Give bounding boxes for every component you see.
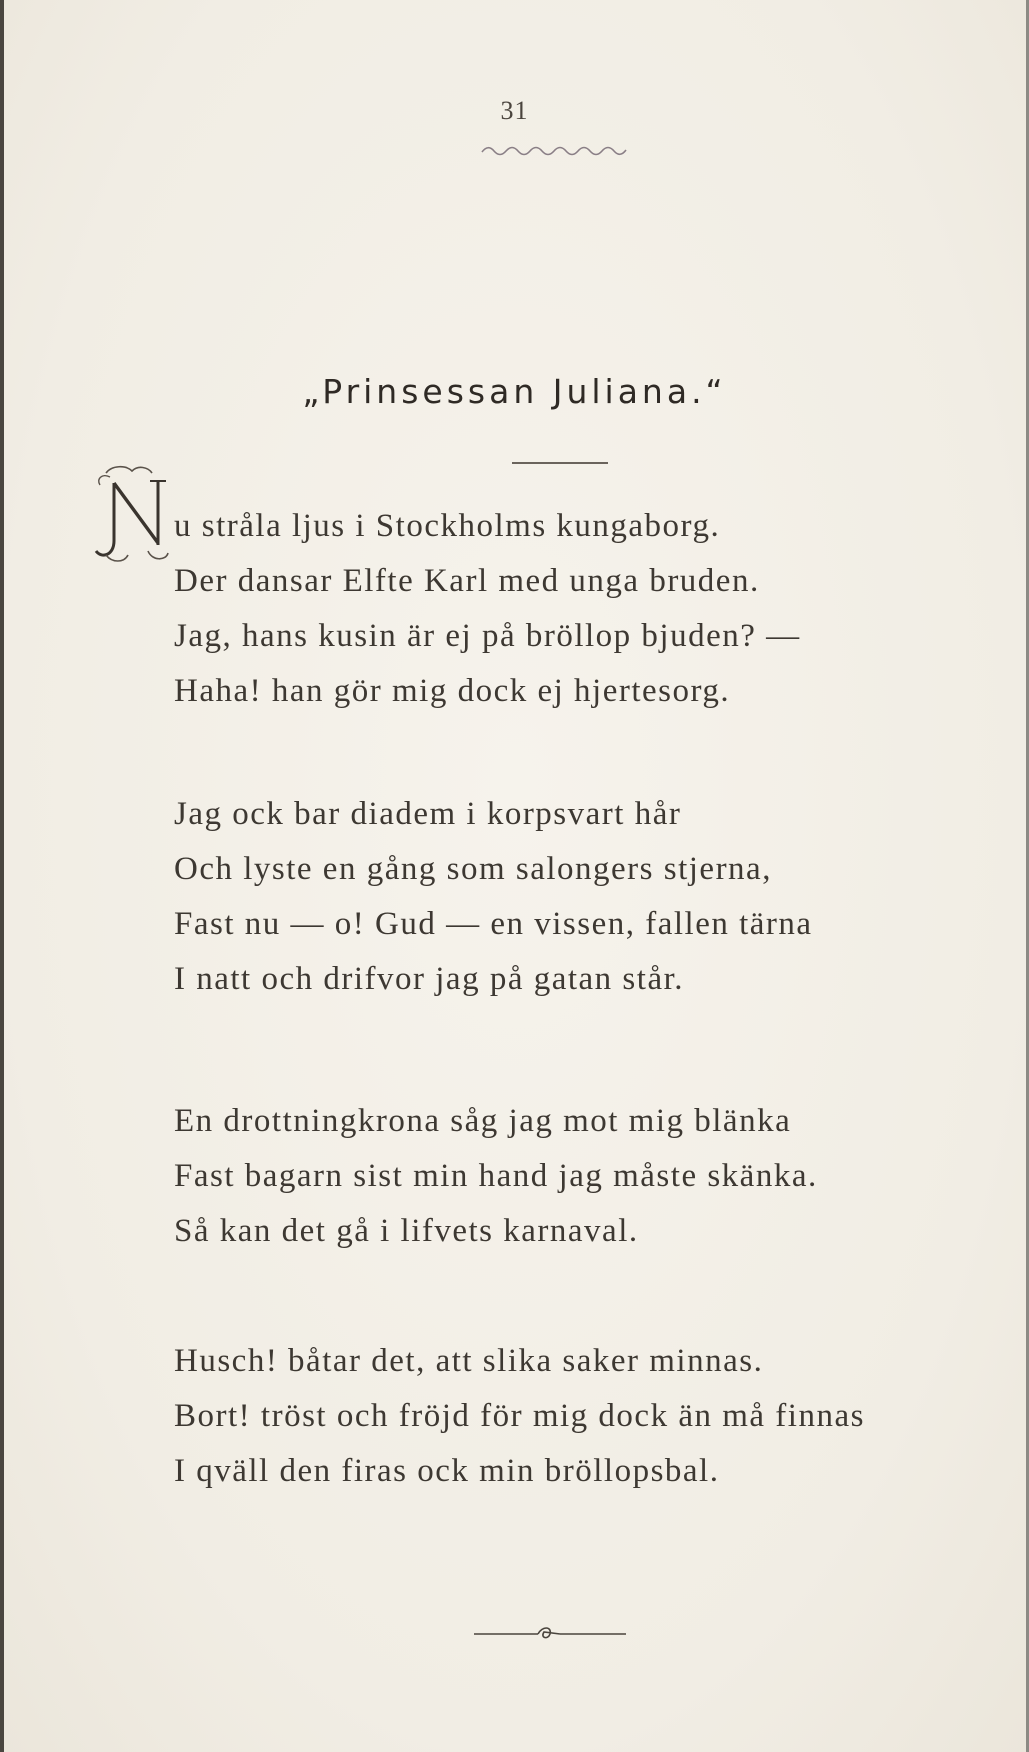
poem-line: Och lyste en gång som salongers stjerna, (174, 851, 772, 887)
poem-line: Jag ock bar diadem i korpsvart hår (174, 796, 682, 832)
page-number: 31 (500, 96, 529, 125)
poem-line: Jag, hans kusin är ej på bröllop bjuden? — (174, 618, 801, 654)
poem-line: Husch! båtar det, att slika saker minnas. (174, 1343, 764, 1379)
page-left-edge (0, 0, 4, 1752)
poem-title: „Prinsessan Juliana.“ (302, 372, 727, 411)
poem-line: I natt och drifvor jag på gatan står. (174, 961, 685, 997)
poem-line: Fast nu — o! Gud — en vissen, fallen tärna (174, 906, 813, 942)
header-ornament (480, 142, 630, 156)
poem-line: Fast bagarn sist min hand jag måste skänka. (174, 1158, 818, 1194)
poem-line: Bort! tröst och fröjd för mig dock än må finnas (174, 1398, 865, 1434)
ornamental-dropcap (92, 463, 174, 567)
title-divider (512, 462, 608, 464)
poem-line: I qväll den firas ock min bröllopsbal. (174, 1453, 720, 1489)
poem-line: u stråla ljus i Stockholms kungaborg. (174, 508, 721, 544)
poem-line: Haha! han gör mig dock ej hjertesorg. (174, 673, 731, 709)
end-ornament (470, 1622, 630, 1644)
poem-line: En drottningkrona såg jag mot mig blänka (174, 1103, 792, 1139)
poem-line: Så kan det gå i lifvets karnaval. (174, 1213, 639, 1249)
poem-line: Der dansar Elfte Karl med unga bruden. (174, 563, 760, 599)
